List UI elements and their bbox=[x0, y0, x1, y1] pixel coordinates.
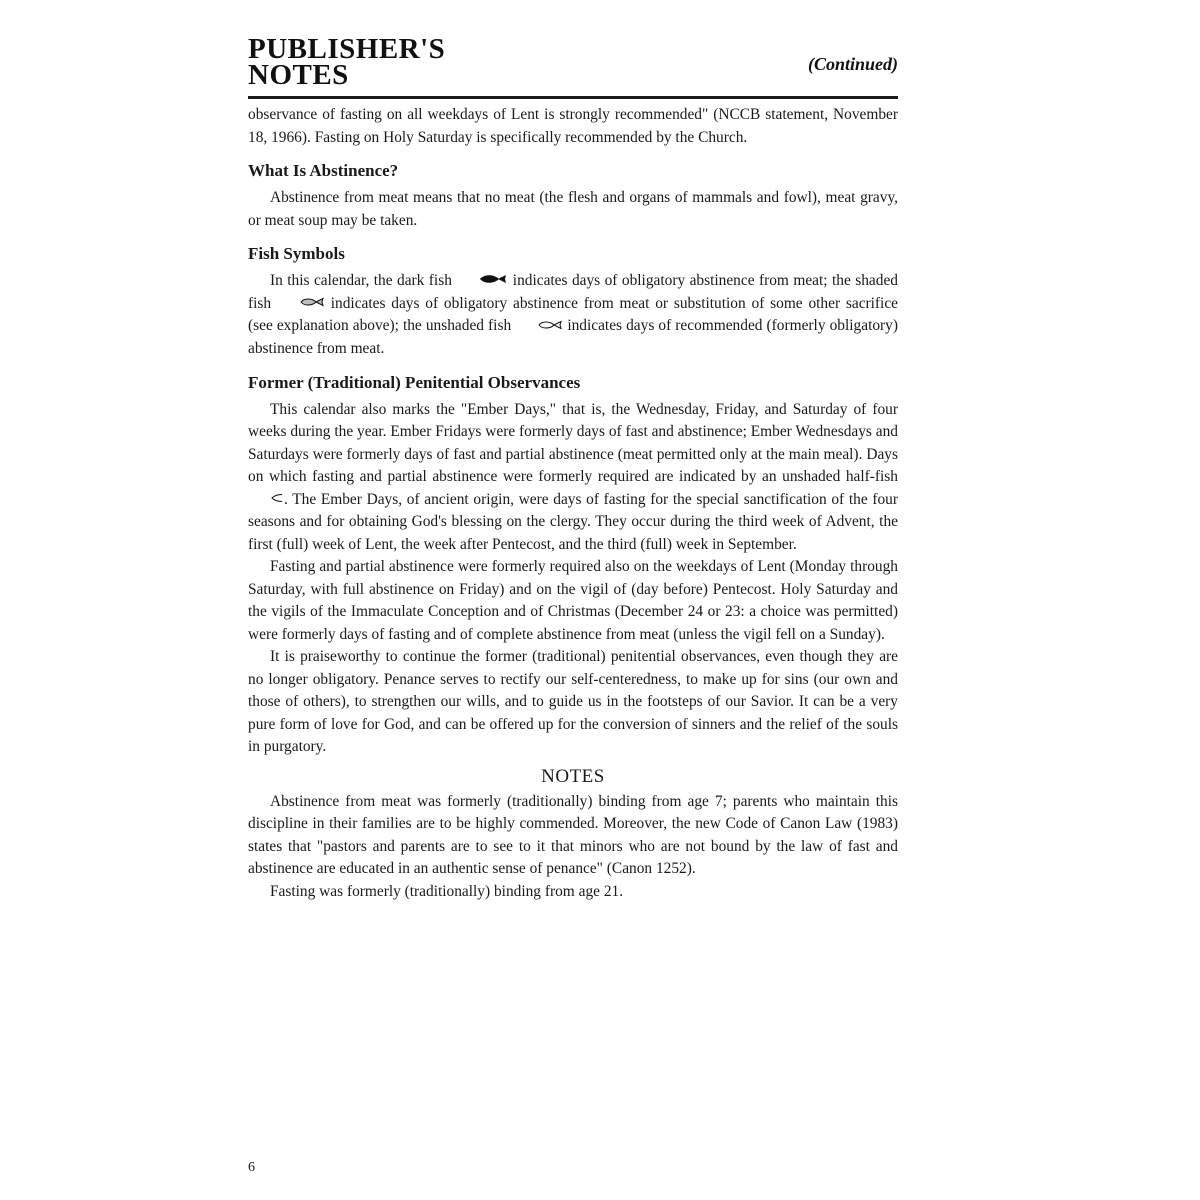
former-observances-heading: Former (Traditional) Penitential Observances bbox=[248, 372, 581, 392]
page-title bbox=[248, 33, 446, 91]
lent-paragraph: Fasting and partial abstinence were formerly required also on the weekdays of Lent (Monday through Saturday, with full abstinence on Friday) and on the vigil of (day before) Pentecost. Holy Saturday and the vigils of the Immaculate Conception and of Christmas (December 24 or 23: a choice was permitted) were formerly days of fasting and of complete abstinence from meat (unless the vigil fell on a Sunday). bbox=[248, 558, 898, 643]
fish-text-4: indicates days of recommended (formerly obligatory) abstinence from meat. bbox=[248, 317, 898, 358]
abstinence-paragraph: Abstinence from meat means that no meat (the flesh and organs of mammals and fowl), meat gravy, or meat soup may be taken. bbox=[248, 189, 898, 229]
page-number: 6 bbox=[248, 1160, 255, 1175]
ember-text-2: . The Ember Days, of ancient origin, were days of fasting for the special sanctification of the four seasons and for obtaining God's blessing on the clergy. They occur during the third week of Advent, the first (full) week of Lent, the week after Pentecost, and the third (full) week in September. bbox=[248, 490, 898, 553]
ember-text-1: This calendar also marks the "Ember Days," that is, the Wednesday, Friday, and Saturday of four weeks during the year. Ember Fridays were formerly days of fast and abstinence; Ember Wednesdays and Saturdays were formerly days of fast and partial abstinence (meat permitted only at the main meal). Days on which fasting and partial abstinence were formerly required are indicated by an unshaded half-fish bbox=[248, 400, 898, 486]
dark-fish-icon bbox=[456, 269, 508, 292]
notes-paragraph-1: Abstinence from meat was formerly (traditionally) binding from age 7; parents who maintain this discipline in their families are to be highly commended. Moreover, the new Code of Canon Law (1983) states that "pastors and parents are to see to it that minors who are not bound by the law of fast and abstinence are educated in an authentic sense of penance" (Canon 1252). bbox=[248, 792, 898, 878]
shaded-fish-icon bbox=[277, 292, 325, 315]
ember-days-paragraph bbox=[248, 399, 898, 557]
fish-symbols-paragraph bbox=[248, 270, 898, 361]
fish-symbols-heading: Fish Symbols bbox=[248, 244, 345, 263]
intro-paragraph: observance of fasting on all weekdays of Lent is strongly recommended" (NCCB statement, November 18, 1966). Fasting on Holy Saturday is specifically recommended by the Church. bbox=[248, 106, 898, 146]
title-line-1: PUBLISHER'S bbox=[248, 33, 446, 65]
continued-label: (Continued) bbox=[807, 54, 898, 74]
notes-heading: NOTES bbox=[541, 765, 605, 787]
unshaded-fish-icon bbox=[515, 315, 563, 338]
abstinence-heading: What Is Abstinence? bbox=[248, 161, 399, 180]
notes-paragraph-2: Fasting was formerly (traditionally) binding from age 21. bbox=[270, 882, 624, 900]
fish-text-2: indicates days of obligatory abstinence from meat; the shaded fish bbox=[248, 272, 898, 312]
document-page bbox=[248, 32, 898, 1182]
page-content bbox=[248, 99, 898, 903]
fish-text-1: In this calendar, the dark fish bbox=[270, 272, 452, 289]
praiseworthy-paragraph: It is praiseworthy to continue the former (traditional) penitential observances, even though they are no longer obligatory. Penance serves to rectify our self-centeredness, to make up for sins (our own and those of others), to strengthen our wills, and to guide us in the footsteps of our Savior. It can be a very pure form of love for God, and can be offered up for the conversion of sinners and the relief of the souls in purgatory. bbox=[248, 648, 898, 756]
fish-text-3: indicates days of obligatory abstinence from meat or substitution of some other sacrifice (see explanation above); the unshaded fish bbox=[248, 294, 898, 335]
page-header bbox=[248, 32, 898, 99]
title-line-2: NOTES bbox=[248, 59, 349, 91]
half-fish-icon bbox=[248, 488, 284, 511]
